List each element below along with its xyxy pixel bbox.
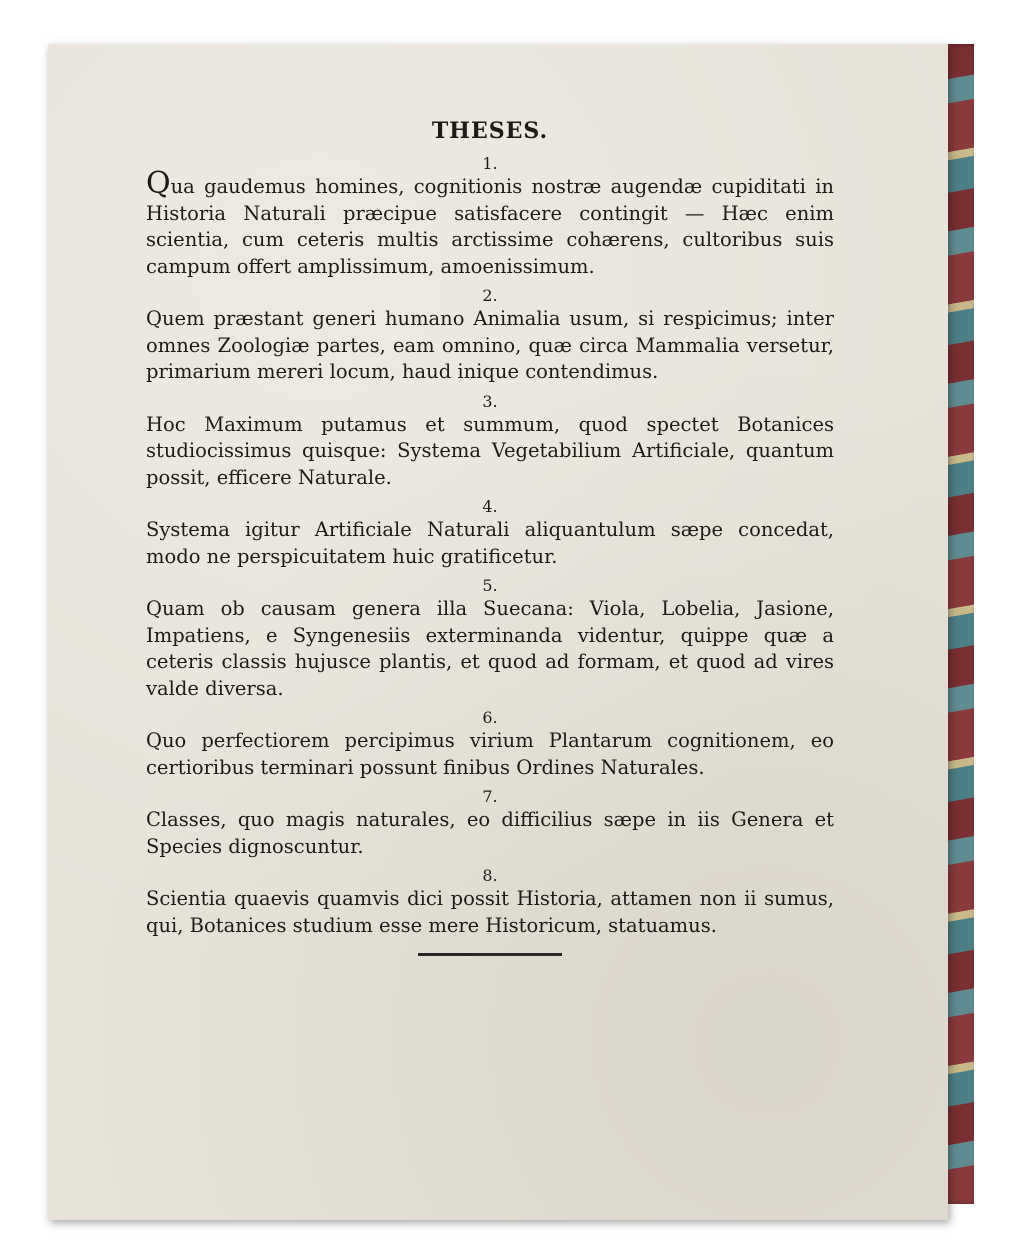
page-title: THESES. — [431, 118, 549, 144]
thesis-1 — [146, 166, 834, 280]
thesis-number-4: 4. — [482, 497, 498, 516]
thesis-text-1: ua gaudemus homines, cognitionis nostræ augendæ cupiditati in Historia Naturali præcipue satisfacere contingit — Hæc enim scientia, cum ceteris multis arctissime cohærens, cultoribus suis campum offert amplissimum, amoenissimum. — [146, 175, 834, 278]
theses-text-block — [146, 118, 834, 956]
thesis-7: Classes, quo magis naturales, eo difficilius sæpe in iis Genera et Species dignoscuntur. — [146, 808, 834, 858]
closing-rule — [418, 953, 562, 956]
thesis-number-1: 1. — [482, 154, 498, 173]
thesis-2: Quem præstant generi humano Animalia usum, si respicimus; inter omnes Zoologiæ partes, eam omnino, quæ circa Mammalia versetur, primarium mereri locum, haud inique contendimus. — [146, 307, 834, 383]
thesis-number-5: 5. — [482, 576, 498, 595]
book-page — [48, 44, 948, 1220]
thesis-5: Quam ob causam genera illa Suecana: Viola, Lobelia, Jasione, Impatiens, e Syngenesiis exterminanda videntur, quippe quæ a ceteris classis hujusce plantis, et quod ad formam, et quod ad vires valde diversa. — [146, 597, 834, 700]
thesis-number-3: 3. — [482, 391, 498, 411]
thesis-number-2: 2. — [482, 286, 498, 305]
thesis-8: Scientia quaevis quamvis dici possit Historia, attamen non ii sumus, qui, Botanices studium esse mere Historicum, statuamus. — [146, 887, 834, 937]
thesis-4: Systema igitur Artificiale Naturali aliquantulum sæpe concedat, modo ne perspicuitatem huic gratificetur. — [146, 518, 834, 568]
drop-letter: Q — [146, 166, 171, 201]
thesis-number-6: 6. — [482, 708, 498, 727]
thesis-number-7: 7. — [482, 787, 498, 806]
thesis-number-8: 8. — [482, 866, 498, 885]
thesis-6: Quo perfectiorem percipimus virium Plantarum cognitionem, eo certioribus terminari possunt finibus Ordines Naturales. — [146, 729, 834, 779]
thesis-3: Hoc Maximum putamus et summum, quod spectet Botanices studiocissimus quisque: Systema Vegetabilium Artificiale, quantum possit, efficere Naturale. — [146, 412, 834, 489]
